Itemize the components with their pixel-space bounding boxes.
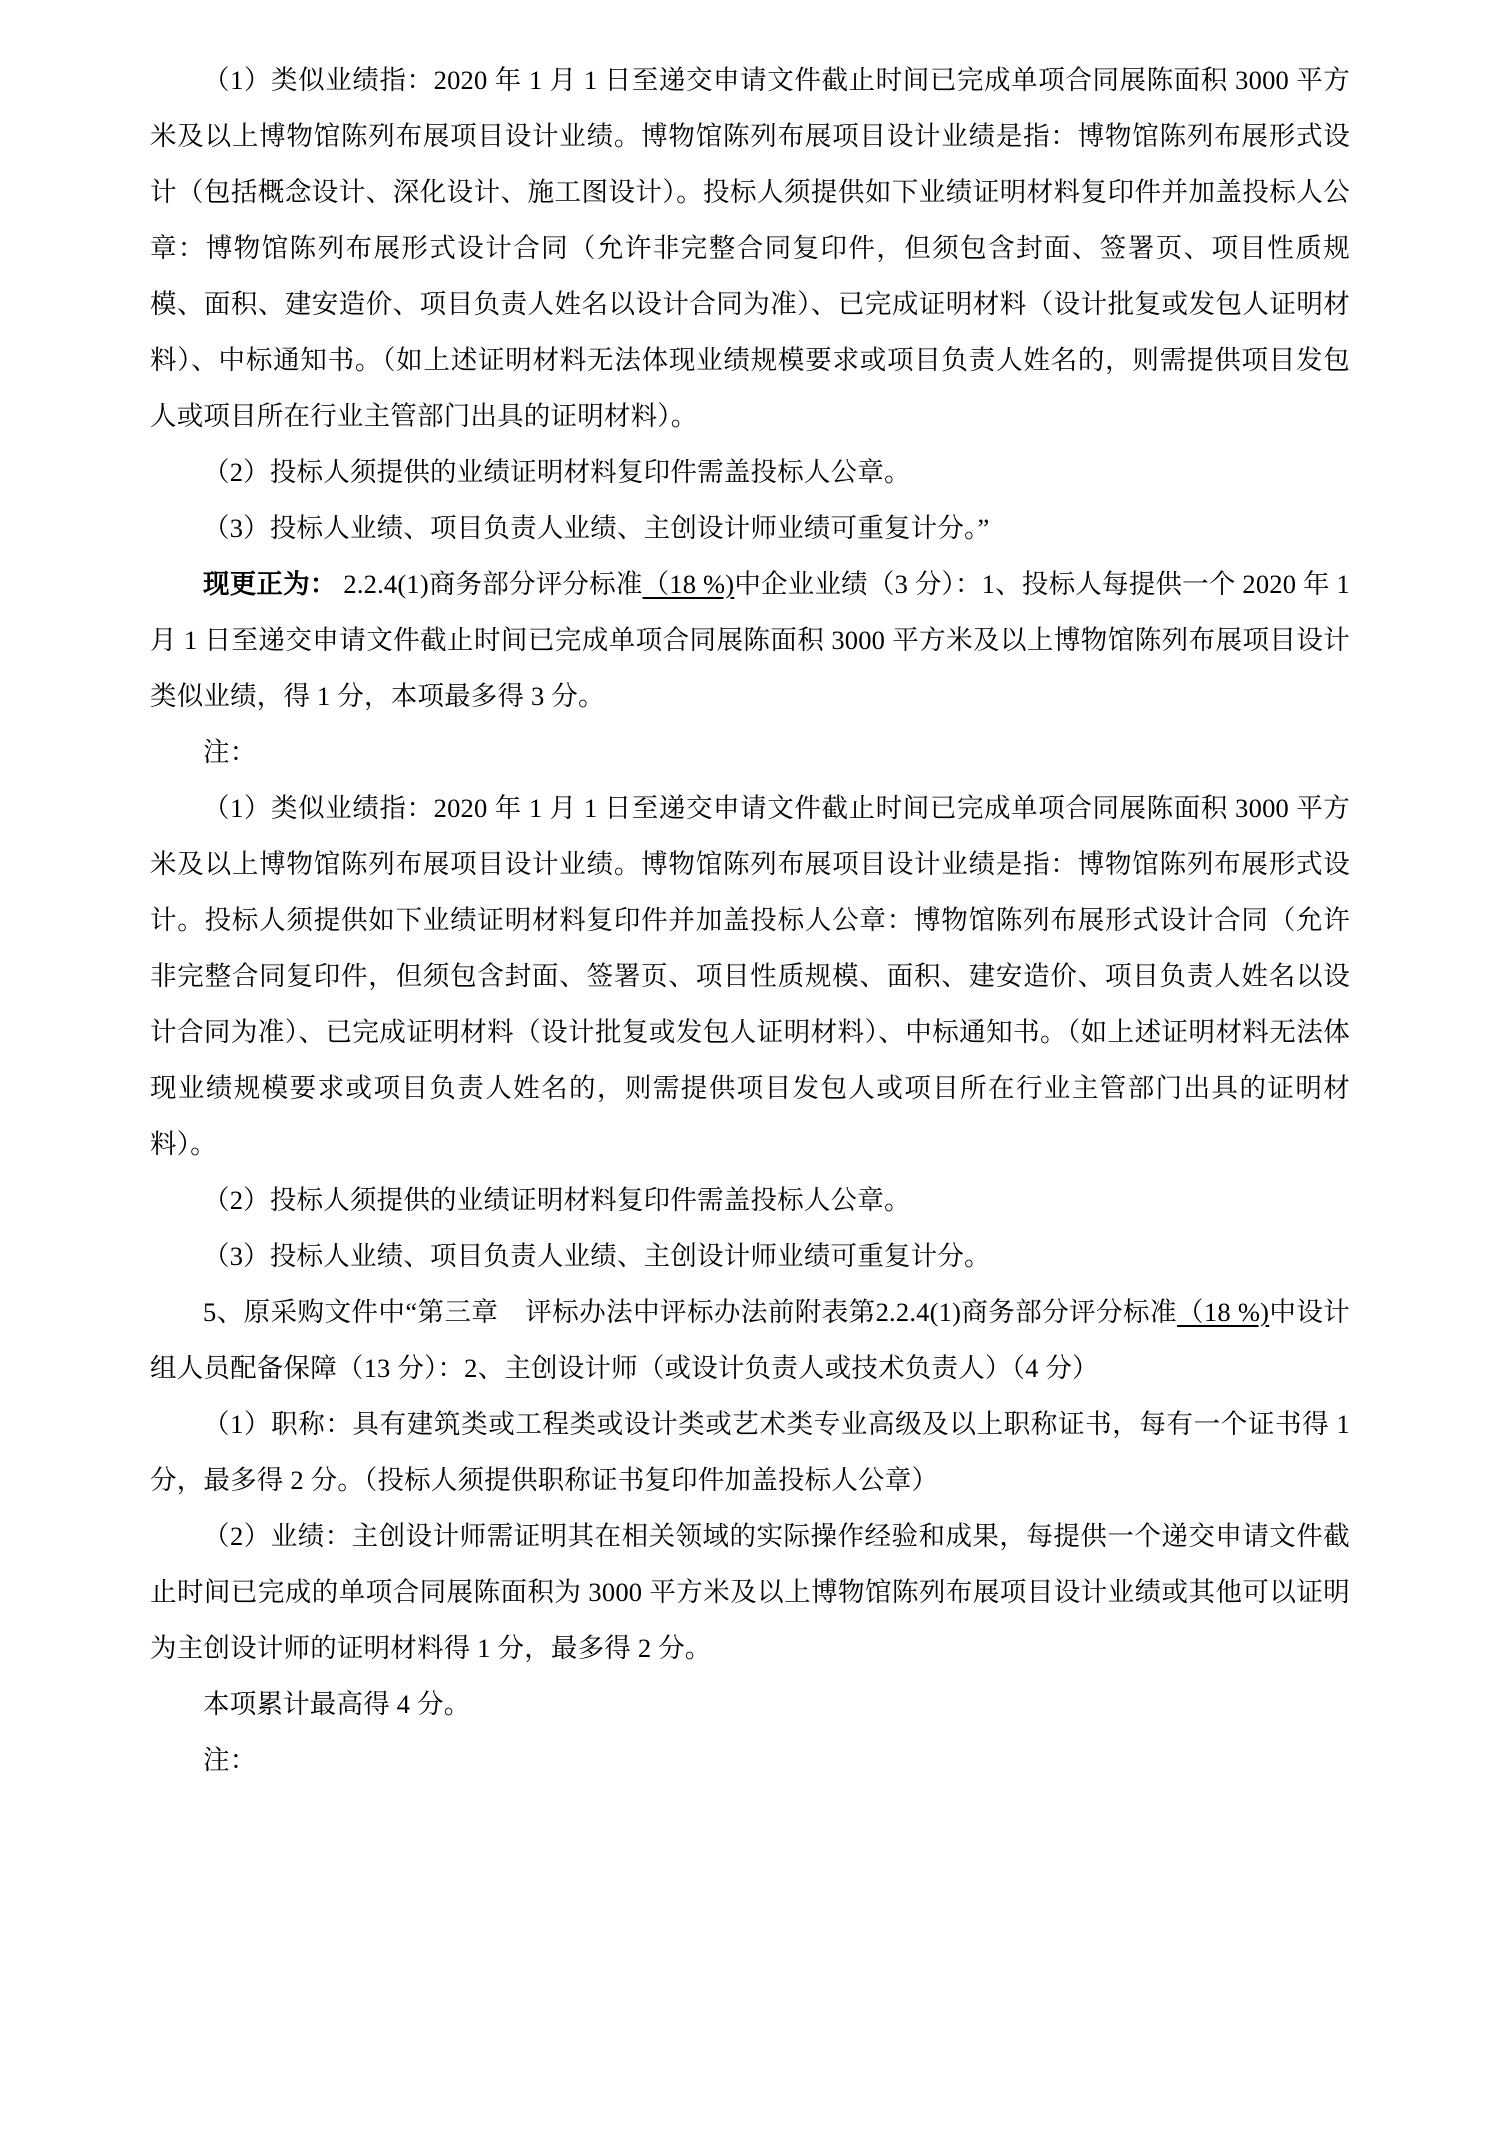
item-5-percent-underlined: （18 %)	[1176, 1297, 1270, 1327]
correction-text-after: 中企业业绩（3 分）：1、投标人每提供一个 2020 年 1 月 1 日至递交申请文件截止时间已完成单项合同展陈面积 3000 平方米及以上博物馆陈列布展项目设计类似业绩，得 1 分，本项最多得 3 分。	[150, 569, 1357, 711]
paragraph-similar-performance-note-2: （1）类似业绩指：2020 年 1 月 1 日至递交申请文件截止时间已完成单项合同展陈面积 3000 平方米及以上博物馆陈列布展项目设计业绩。博物馆陈列布展项目设计业绩是指：博物馆陈列布展形式设计。投标人须提供如下业绩证明材料复印件并加盖投标人公章：博物馆陈列布展形式设计合同（允许非完整合同复印件，但须包含封面、签署页、项目性质规模、面积、建安造价、项目负责人姓名以设计合同为准）、已完成证明材料（设计批复或发包人证明材料）、中标通知书。（如上述证明材料无法体现业绩规模要求或项目负责人姓名的，则需提供项目发包人或项目所在行业主管部门出具的证明材料）。	[150, 793, 1350, 1159]
correction-percent-underlined: （18 %)	[642, 569, 735, 599]
paragraph-item-5-original-document	[150, 1284, 1350, 1396]
paragraph-title-qualification: （1）职称：具有建筑类或工程类或设计类或艺术类专业高级及以上职称证书，每有一个证书得 1 分，最多得 2 分。（投标人须提供职称证书复印件加盖投标人公章）	[150, 1409, 1357, 1495]
paragraph-note-heading-2: 注：	[203, 1745, 257, 1775]
paragraph-designer-performance: （2）业绩：主创设计师需证明其在相关领域的实际操作经验和成果，每提供一个递交申请文件截止时间已完成的单项合同展陈面积为 3000 平方米及以上博物馆陈列布展项目设计业绩或其他可以证明为主创设计师的证明材料得 1 分，最多得 2 分。	[150, 1521, 1350, 1663]
paragraph-repeat-scoring-2: （3）投标人业绩、项目负责人业绩、主创设计师业绩可重复计分。	[203, 1241, 991, 1271]
correction-text-before: 2.2.4(1)商务部分评分标准	[336, 569, 643, 599]
paragraph-repeat-scoring-1: （3）投标人业绩、项目负责人业绩、主创设计师业绩可重复计分。”	[203, 513, 990, 543]
correction-label: 现更正为：	[203, 569, 337, 599]
document-body	[150, 52, 1357, 1788]
paragraph-similar-performance-note-1: （1）类似业绩指：2020 年 1 月 1 日至递交申请文件截止时间已完成单项合同展陈面积 3000 平方米及以上博物馆陈列布展项目设计业绩。博物馆陈列布展项目设计业绩是指：博物馆陈列布展形式设计（包括概念设计、深化设计、施工图设计）。投标人须提供如下业绩证明材料复印件并加盖投标人公章：博物馆陈列布展形式设计合同（允许非完整合同复印件，但须包含封面、签署页、项目性质规模、面积、建安造价、项目负责人姓名以设计合同为准）、已完成证明材料（设计批复或发包人证明材料）、中标通知书。（如上述证明材料无法体现业绩规模要求或项目负责人姓名的，则需提供项目发包人或项目所在行业主管部门出具的证明材料）。	[150, 65, 1350, 431]
item-5-text-before: 5、原采购文件中“第三章 评标办法中评标办法前附表第2.2.4(1)商务部分评分标准	[203, 1297, 1177, 1327]
paragraph-max-score: 本项累计最高得 4 分。	[203, 1689, 471, 1719]
paragraph-seal-requirement-1: （2）投标人须提供的业绩证明材料复印件需盖投标人公章。	[203, 457, 911, 487]
paragraph-seal-requirement-2: （2）投标人须提供的业绩证明材料复印件需盖投标人公章。	[203, 1185, 911, 1215]
paragraph-correction-statement	[150, 556, 1357, 724]
item-5-text-after: 中设计组人员配备保障（13 分）：2、主创设计师（或设计负责人或技术负责人）（4 分）	[150, 1297, 1350, 1383]
paragraph-note-heading-1: 注：	[203, 737, 257, 767]
